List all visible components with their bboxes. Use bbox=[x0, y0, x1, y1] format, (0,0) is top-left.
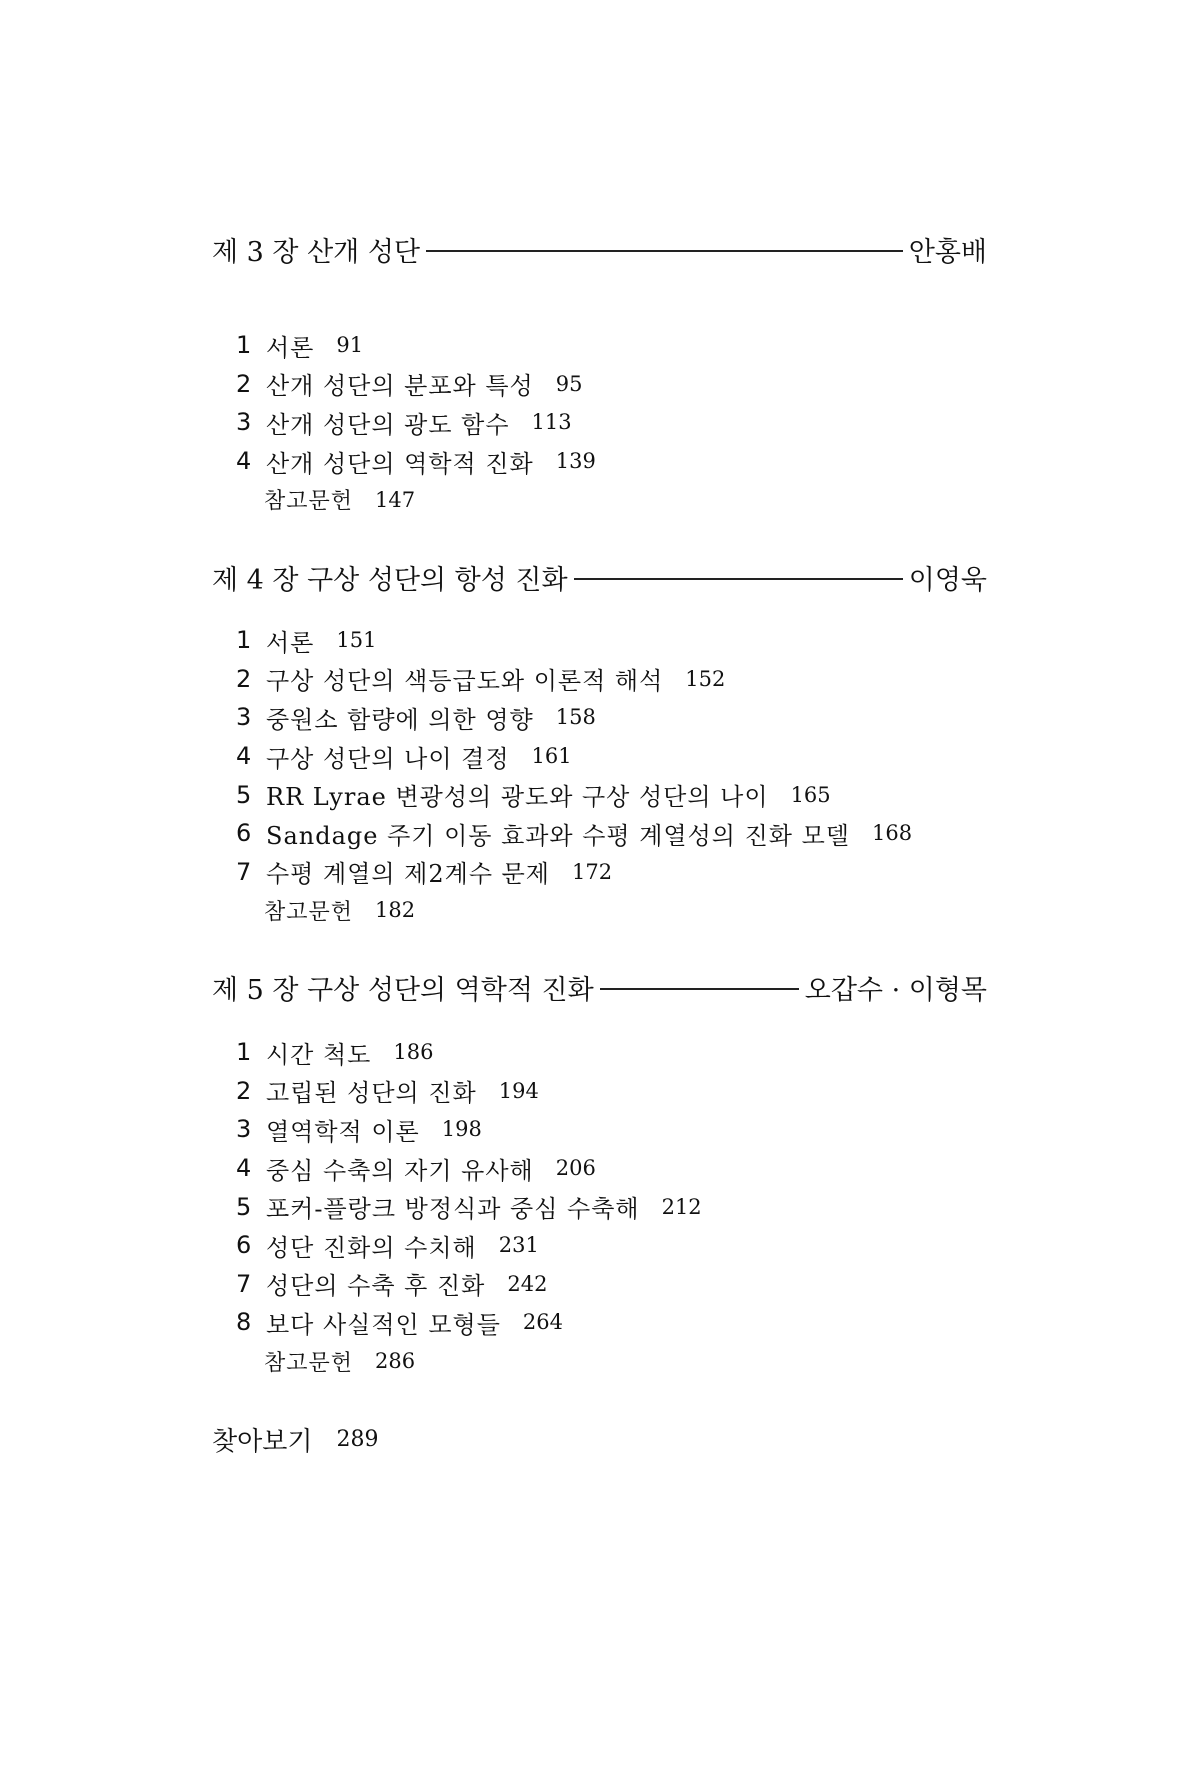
toc-item bbox=[236, 403, 596, 442]
item-page: 206 bbox=[555, 1156, 596, 1181]
item-page: 139 bbox=[555, 449, 596, 474]
item-title: 고립된 성단의 진화 bbox=[266, 1079, 477, 1108]
leader-line bbox=[600, 988, 799, 990]
toc-item bbox=[236, 737, 912, 776]
item-page: 264 bbox=[522, 1310, 564, 1335]
item-page: 91 bbox=[336, 333, 364, 358]
item-title: 열역학적 이론 bbox=[266, 1117, 420, 1146]
toc-item bbox=[236, 1149, 702, 1188]
toc-item bbox=[236, 442, 596, 481]
item-number: 8 bbox=[236, 1308, 252, 1337]
item-page: 158 bbox=[555, 705, 596, 730]
toc-reference bbox=[236, 1342, 702, 1381]
toc-item bbox=[236, 1226, 702, 1265]
index-title: 찾아보기 bbox=[212, 1426, 313, 1457]
item-number: 5 bbox=[236, 1192, 252, 1221]
reference-title: 참고문헌 bbox=[264, 899, 354, 925]
item-page: 151 bbox=[336, 628, 377, 653]
reference-title: 참고문헌 bbox=[264, 1350, 354, 1376]
item-title: 성단 진화의 수치해 bbox=[266, 1233, 477, 1262]
item-title: 중원소 함량에 의한 영향 bbox=[266, 705, 534, 734]
item-number: 3 bbox=[236, 408, 252, 437]
toc-reference bbox=[236, 891, 912, 930]
toc-item bbox=[236, 1303, 702, 1342]
chapter-5-heading bbox=[212, 967, 987, 1007]
toc-item bbox=[236, 814, 912, 853]
item-number: 4 bbox=[236, 742, 252, 771]
item-title: 서론 bbox=[266, 628, 315, 657]
item-number: 4 bbox=[236, 1154, 252, 1183]
item-number: 1 bbox=[236, 626, 252, 655]
toc-item bbox=[236, 698, 912, 737]
index-entry bbox=[212, 1419, 378, 1459]
reference-page: 147 bbox=[375, 487, 416, 512]
toc-item bbox=[236, 1265, 702, 1304]
chapter-author: 안홍배 bbox=[908, 236, 987, 268]
chapter-5-list bbox=[236, 1033, 702, 1380]
item-page: 165 bbox=[790, 782, 831, 807]
item-number: 3 bbox=[236, 703, 252, 732]
item-title: 구상 성단의 색등급도와 이론적 해석 bbox=[266, 667, 664, 696]
chapter-title: 제 5 장 구상 성단의 역학적 진화 bbox=[212, 974, 594, 1006]
item-page: 168 bbox=[871, 821, 913, 846]
item-number: 1 bbox=[236, 331, 252, 360]
item-number: 2 bbox=[236, 1076, 252, 1105]
leader-line bbox=[426, 250, 903, 252]
item-title: 서론 bbox=[266, 333, 315, 362]
item-number: 3 bbox=[236, 1115, 252, 1144]
reference-page: 286 bbox=[375, 1349, 416, 1374]
toc-item bbox=[236, 621, 912, 660]
item-number: 7 bbox=[236, 857, 252, 886]
item-page: 161 bbox=[531, 744, 572, 769]
item-page: 152 bbox=[685, 666, 726, 691]
item-title: 구상 성단의 나이 결정 bbox=[266, 744, 510, 773]
toc-item bbox=[236, 1110, 702, 1149]
item-title: 수평 계열의 제2계수 문제 bbox=[266, 860, 550, 889]
toc-item bbox=[236, 1187, 702, 1226]
leader-line bbox=[574, 578, 903, 580]
item-number: 4 bbox=[236, 447, 252, 476]
item-page: 95 bbox=[555, 371, 583, 396]
chapter-title: 제 3 장 산개 성단 bbox=[212, 236, 421, 268]
index-page: 289 bbox=[336, 1426, 379, 1452]
chapter-author: 이영욱 bbox=[908, 564, 987, 596]
toc-item bbox=[236, 1033, 702, 1072]
toc-item bbox=[236, 775, 912, 814]
item-title: 보다 사실적인 모형들 bbox=[266, 1310, 501, 1339]
item-page: 231 bbox=[498, 1233, 539, 1258]
item-number: 6 bbox=[236, 1231, 252, 1260]
item-title: 포커-플랑크 방정식과 중심 수축해 bbox=[266, 1195, 640, 1224]
item-page: 242 bbox=[507, 1271, 548, 1296]
toc-item bbox=[236, 365, 596, 404]
chapter-3-heading bbox=[212, 229, 987, 269]
item-page: 113 bbox=[531, 410, 572, 435]
toc-reference bbox=[236, 480, 596, 519]
item-number: 7 bbox=[236, 1269, 252, 1298]
item-title: 산개 성단의 역학적 진화 bbox=[266, 449, 534, 478]
item-title: 시간 척도 bbox=[266, 1040, 372, 1069]
toc-item bbox=[236, 326, 596, 365]
item-number: 2 bbox=[236, 369, 252, 398]
chapter-author: 오갑수 · 이형목 bbox=[804, 974, 987, 1006]
item-title: 산개 성단의 광도 함수 bbox=[266, 410, 510, 439]
item-page: 186 bbox=[393, 1040, 434, 1065]
item-title: 산개 성단의 분포와 특성 bbox=[266, 372, 534, 401]
chapter-4-list bbox=[236, 621, 912, 930]
toc-item bbox=[236, 853, 912, 892]
chapter-title: 제 4 장 구상 성단의 항성 진화 bbox=[212, 564, 568, 596]
item-page: 212 bbox=[661, 1194, 702, 1219]
item-number: 2 bbox=[236, 664, 252, 693]
item-page: 198 bbox=[441, 1117, 482, 1142]
item-title: Sandage 주기 이동 효과와 수평 계열성의 진화 모델 bbox=[266, 821, 850, 850]
reference-title: 참고문헌 bbox=[264, 489, 354, 515]
chapter-4-heading bbox=[212, 557, 987, 597]
item-number: 6 bbox=[236, 819, 252, 848]
chapter-3-list bbox=[236, 326, 596, 519]
reference-page: 182 bbox=[375, 898, 416, 923]
toc-item bbox=[236, 660, 912, 699]
toc-item bbox=[236, 1072, 702, 1111]
item-number: 5 bbox=[236, 780, 252, 809]
item-number: 1 bbox=[236, 1038, 252, 1067]
item-page: 194 bbox=[498, 1078, 539, 1103]
item-title: 성단의 수축 후 진화 bbox=[266, 1272, 486, 1301]
item-title: RR Lyrae 변광성의 광도와 구상 성단의 나이 bbox=[266, 783, 769, 812]
item-title: 중심 수축의 자기 유사해 bbox=[266, 1156, 534, 1185]
item-page: 172 bbox=[572, 859, 613, 884]
